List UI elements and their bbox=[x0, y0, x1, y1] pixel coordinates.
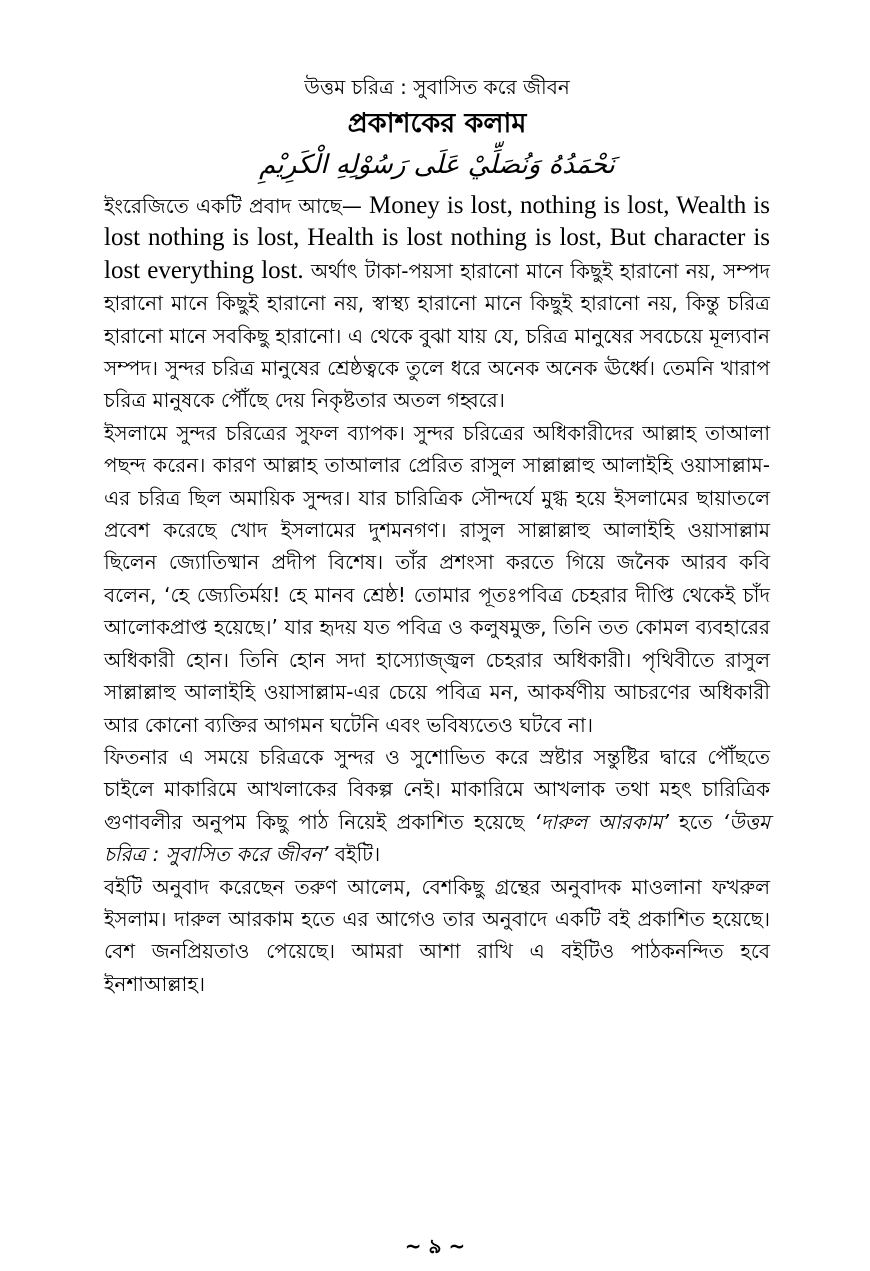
arabic-invocation: نَحْمَدُهُ وَنُصَلِّيْ عَلَى رَسُوْلِهِ الْكَرِيْمِ bbox=[259, 150, 615, 180]
paragraph-3-end: বইটি। bbox=[328, 842, 381, 867]
paragraph-1 bbox=[104, 190, 770, 417]
paragraph-4: বইটি অনুবাদ করেছেন তরুণ আলেম, বেশকিছু গ্রন্থের অনুবাদক মাওলানা ফখরুল ইসলাম। দারুল আরকাম হতে এর আগেও তার অনুবাদে একটি বই প্রকাশিত হয়েছে। বেশ জনপ্রিয়তাও পেয়েছে। আমরা আশা রাখি এ বইটিও পাঠকনন্দিত হবে ইনশাআল্লাহ। bbox=[104, 874, 770, 996]
paragraph-2: ইসলামে সুন্দর চরিত্রের সুফল ব্যাপক। সুন্দর চরিত্রের অধিকারীদের আল্লাহ তাআলা পছন্দ করেন। কারণ আল্লাহ তাআলার প্রেরিত রাসুল সাল্লাল্লাহু আলাইহি ওয়াসাল্লাম-এর চরিত্র ছিল অমায়িক সুন্দর। যার চারিত্রিক সৌন্দর্যে মুগ্ধ হয়ে ইসলামের ছায়াতলে প্রবেশ করেছে খোদ ইসলামের দুশমনগণ। রাসুল সাল্লাল্লাহু আলাইহি ওয়াসাল্লাম ছিলেন জ্যোতিষ্মান প্রদীপ বিশেষ। তাঁর প্রশংসা করতে গিয়ে জনৈক আরব কবি বলেন, ‘হে জ্যেতির্ময়! হে মানব শ্রেষ্ঠ! তোমার পূতঃপবিত্র চেহরার দীপ্তি থেকেই চাঁদ আলোকপ্রাপ্ত হয়েছে।’ যার হৃদয় যত পবিত্র ও কলুষমুক্ত, তিনি তত কোমল ব্যবহারের অধিকারী হোন। তিনি হোন সদা হাস্যোজ্জ্বল চেহরার অধিকারী। পৃথিবীতে রাসুল সাল্লাল্লাহু আলাইহি ওয়াসাল্লাম-এর চেয়ে পবিত্র মন, আকর্ষণীয় আচরণের অধিকারী আর কোনো ব্যক্তির আগমন ঘটেনি এবং ভবিষ্যতেও ঘটবে না। bbox=[104, 420, 770, 737]
chapter-title: প্রকাশকের কলাম bbox=[347, 108, 527, 139]
book-title: ‘উত্তম চরিত্র : সুবাসিত করে জীবন’ bbox=[104, 809, 771, 867]
paragraph-1-intro: ইংরেজিতে একটি প্রবাদ আছে— bbox=[104, 194, 369, 218]
paragraph-3 bbox=[104, 741, 770, 871]
publisher-name: ‘দারুল আরকাম’ bbox=[534, 809, 669, 834]
paragraph-1-rest: অর্থাৎ টাকা-পয়সা হারানো মানে কিছুই হারানো নয়, সম্পদ হারানো মানে কিছুই হারানো নয়, স্বাস্থ্য হারানো মানে কিছুই হারানো নয়, কিন্তু চরিত্র হারানো মানে সবকিছু হারানো। এ থেকে বুঝা যায় যে, চরিত্র মানুষের সবচেয়ে মূল্যবান সম্পদ। সুন্দর চরিত্র মানুষের শ্রেষ্ঠত্বকে তুলে ধরে অনেক অনেক ঊর্ধ্বে। তেমনি খারাপ চরিত্র মানুষকে পৌঁছে দেয় নিকৃষ্টতার অতল গহ্বরে। bbox=[104, 258, 771, 413]
page-number: ~ ৯ ~ bbox=[404, 1234, 466, 1258]
paragraph-3-mid: হতে bbox=[668, 809, 723, 834]
book-page bbox=[104, 72, 770, 1000]
paragraph-3-start: ফিতনার এ সময়ে চরিত্রকে সুন্দর ও সুশোভিত করে স্রষ্টার সন্তুষ্টির দ্বারে পৌঁছতে চাইলে মাকারিমে আখলাকের বিকল্প নেই। মাকারিমে আখলাক তথা মহৎ চারিত্রিক গুণাবলীর অনুপম কিছু পাঠ নিয়েই প্রকাশিত হয়েছে bbox=[104, 744, 770, 834]
running-head: উত্তম চরিত্র : সুবাসিত করে জীবন bbox=[304, 75, 570, 99]
english-proverb: Money is lost, nothing is lost, Wealth is lost nothing is lost, Health is lost nothing is lost, But character is lost everything lost. bbox=[104, 192, 770, 284]
